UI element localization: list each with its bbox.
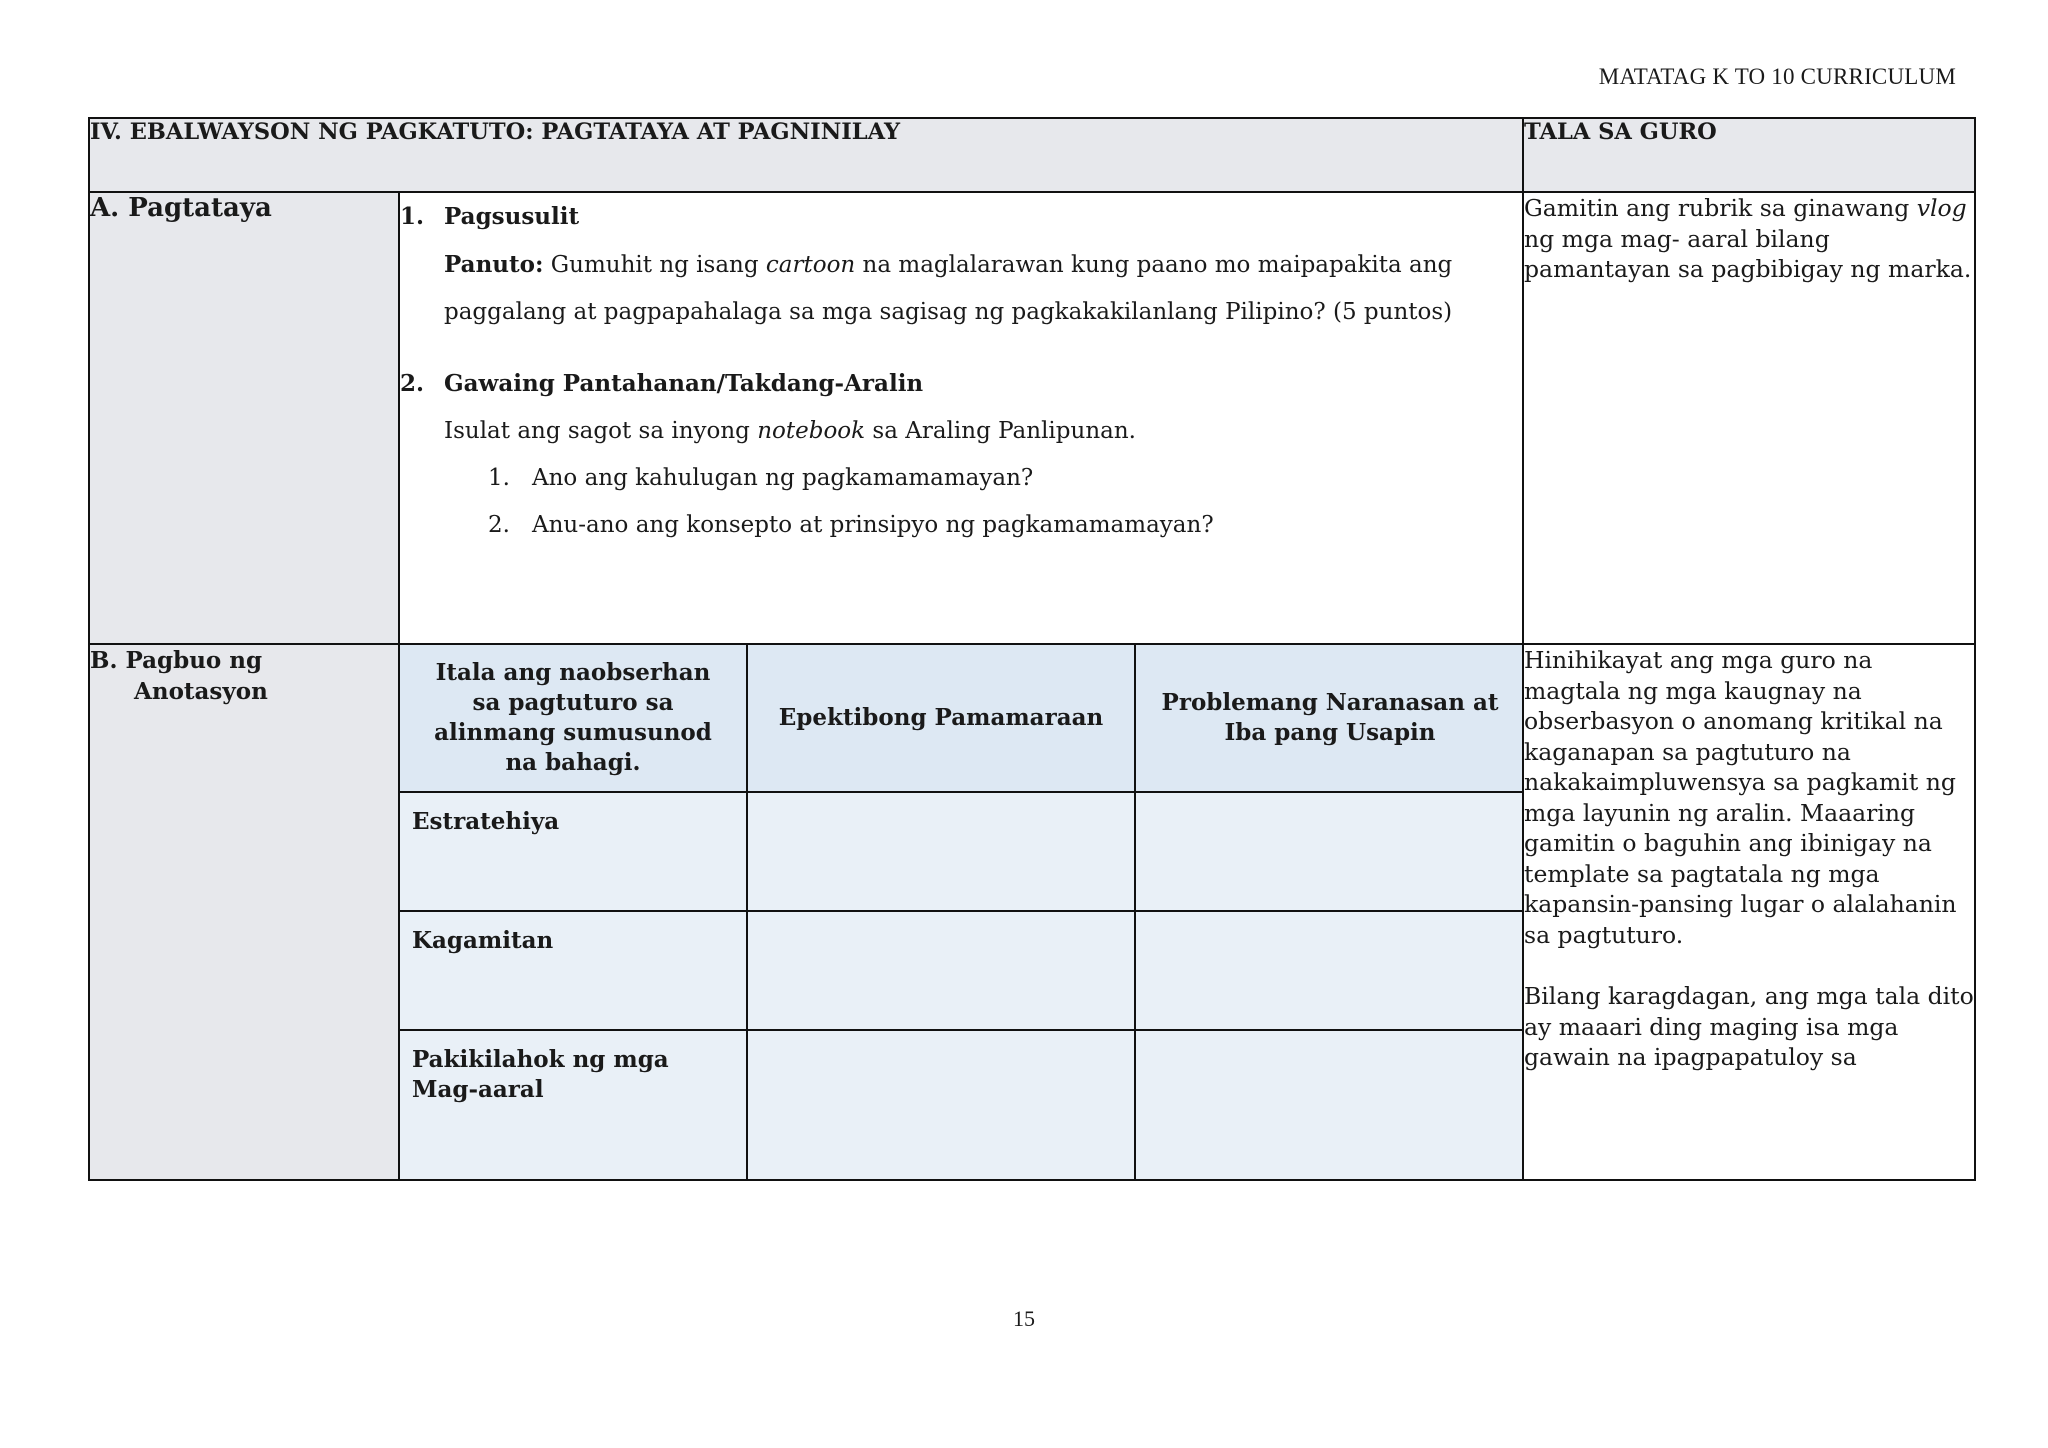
panuto-text-2: na maglalarawan kung paano mo maipapakita ang paggalang at pagpapahalaga sa mga sagisag ng pagkakakilanlang Pilipino? (5 puntos) (444, 252, 1453, 325)
part-a-label: A. Pagtataya (89, 192, 399, 644)
note-text-1: Gamitin ang rubrik sa ginawang (1524, 194, 1917, 222)
instruction-text-1: Isulat ang sagot sa inyong (444, 418, 758, 444)
question-text: Ano ang kahulugan ng pagkamamamayan? (532, 465, 1034, 491)
part-b-label-line2: Anotasyon (134, 678, 268, 705)
question-item (400, 502, 1522, 549)
part-a-note (1523, 192, 1975, 644)
spacer (400, 336, 1522, 360)
part-a-row (89, 192, 1975, 644)
part-b-label (89, 644, 399, 1180)
item-2-number: 2. (400, 370, 425, 397)
curriculum-header: MATATAG K TO 10 CURRICULUM (1598, 64, 1956, 89)
annotation-table (400, 645, 1524, 1179)
annotation-row (400, 911, 1524, 1030)
item-1-heading (400, 193, 1522, 241)
estratehiya-effective-cell[interactable] (747, 792, 1135, 911)
kagamitan-problems-cell[interactable] (1135, 911, 1524, 1030)
spacer (1524, 950, 1974, 981)
item-2-heading (400, 360, 1522, 408)
question-text: Anu-ano ang konsepto at prinsipyo ng pagkamamamayan? (532, 512, 1214, 538)
pakikilahok-effective-cell[interactable] (747, 1030, 1135, 1179)
part-a-content (399, 192, 1523, 644)
kagamitan-effective-cell[interactable] (747, 911, 1135, 1030)
section-title: IV. EBALWAYSON NG PAGKATUTO: PAGTATAYA AT PAGNINILAY (89, 118, 1523, 192)
panuto-label: Panuto: (444, 251, 544, 278)
question-number: 1. (488, 465, 510, 491)
annotation-col-header-observed: Itala ang naobserhan sa pagtuturo sa alinmang sumusunod na bahagi. (400, 645, 747, 792)
item-1-number: 1. (400, 203, 425, 230)
pakikilahok-problems-cell[interactable] (1135, 1030, 1524, 1179)
item-2-title: Gawaing Pantahanan/Takdang-Aralin (444, 370, 924, 397)
section-header-row (89, 118, 1975, 192)
question-number: 2. (488, 512, 510, 538)
estratehiya-problems-cell[interactable] (1135, 792, 1524, 911)
homework-instruction (400, 408, 1522, 455)
instruction-italic: notebook (757, 418, 866, 444)
item-1-title: Pagsusulit (444, 203, 580, 230)
panuto-paragraph (400, 241, 1522, 336)
part-b-row (89, 644, 1975, 1180)
note-paragraph-2: Bilang karagdagan, ang mga tala dito ay maaari ding maging isa mga gawain na ipagpapatuloy sa (1524, 982, 1974, 1071)
notes-title: TALA SA GURO (1523, 118, 1975, 192)
question-item (400, 455, 1522, 502)
part-b-label-line1: B. Pagbuo ng (90, 647, 263, 674)
annotation-row (400, 792, 1524, 911)
annotation-table-cell (399, 644, 1523, 1180)
note-italic: vlog (1916, 194, 1967, 222)
annotation-header-row (400, 645, 1524, 792)
panuto-text-1: Gumuhit ng isang (543, 252, 766, 278)
evaluation-table (88, 117, 1976, 1181)
note-paragraph-1: Hinihikayat ang mga guro na magtala ng mga kaugnay na obserbasyon o anomang kritikal na kaganapan sa pagtuturo na nakakaimpluwensya sa pagkamit ng mga layunin ng aralin. Maaaring gamitin o baguhin ang ibinigay na template sa pagtatala ng mga kapansin-pansing lugar o alalahanin sa pagtuturo. (1524, 646, 1957, 949)
panuto-italic: cartoon (765, 252, 856, 278)
row-label-estratehiya: Estratehiya (400, 792, 747, 911)
annotation-row (400, 1030, 1524, 1179)
annotation-col-header-effective: Epektibong Pamamaraan (747, 645, 1135, 792)
row-label-kagamitan: Kagamitan (400, 911, 747, 1030)
note-text-2: ng mga mag- aaral bilang pamantayan sa pagbibigay ng marka. (1524, 224, 1972, 283)
row-label-pakikilahok: Pakikilahok ng mga Mag-aaral (400, 1030, 747, 1179)
annotation-col-header-problems: Problemang Naranasan at Iba pang Usapin (1135, 645, 1524, 792)
page-number: 15 (1013, 1306, 1035, 1331)
instruction-text-2: sa Araling Panlipunan. (865, 418, 1136, 444)
part-b-note (1523, 644, 1975, 1180)
